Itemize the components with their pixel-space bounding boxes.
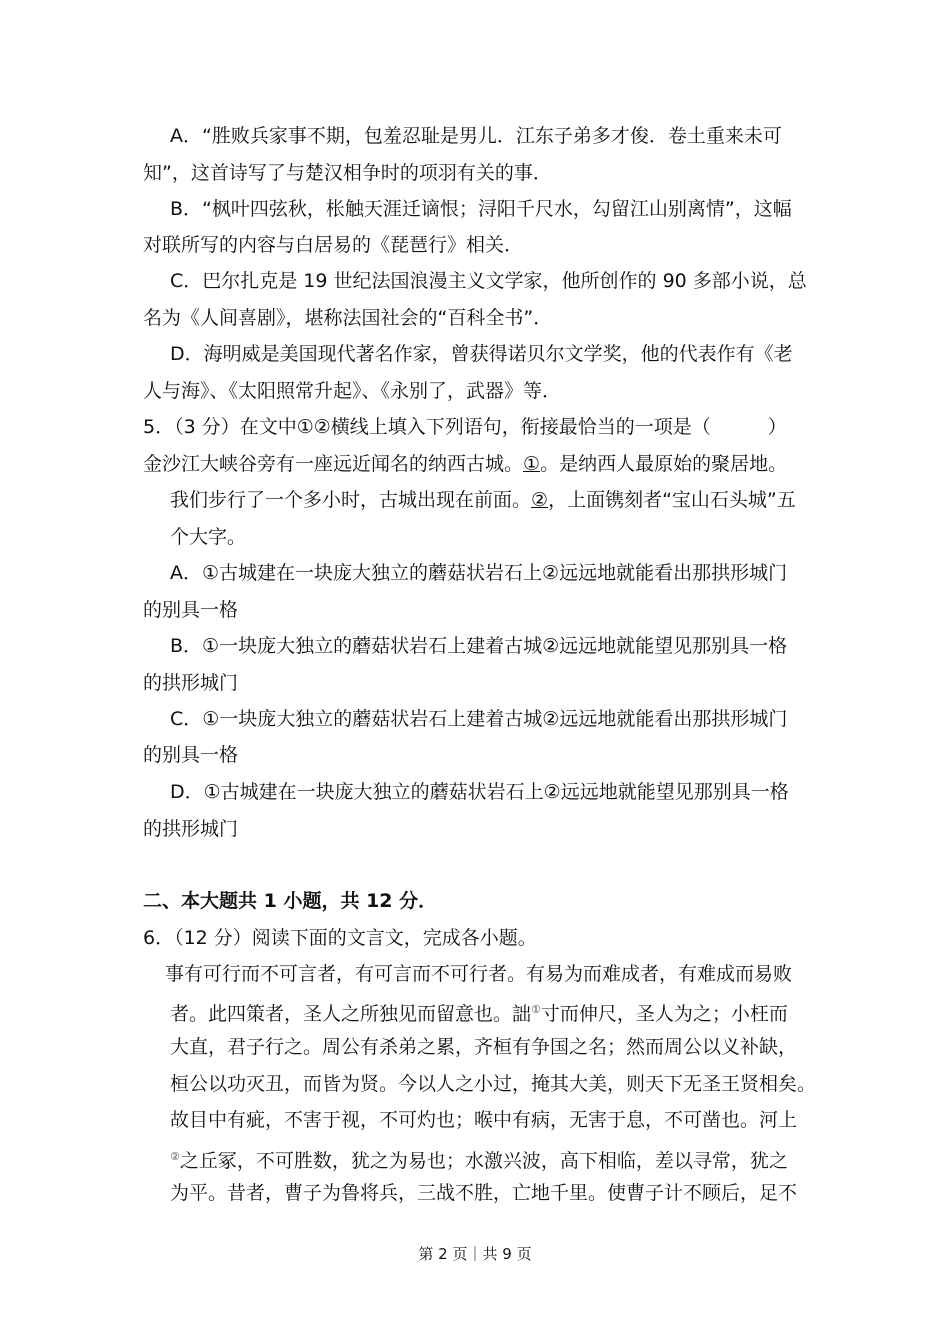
passage-line-2 [170, 997, 788, 1027]
q5-option-b-line2: 的拱形城门 [143, 672, 239, 694]
q4-option-c-line2: 名为《人间喜剧》，堪称法国社会的“百科全书”． [143, 307, 553, 329]
q5-option-d-line2: 的拱形城门 [143, 818, 239, 840]
passage-text: 者。此四策者，圣人之所独见而留意也。詘 [170, 1003, 532, 1025]
q4-option-d-line1: D．海明威是美国现代著名作家，曾获得诺贝尔文学奖，他的代表作有《老 [170, 343, 793, 365]
q4-option-a-line1: A．“胜败兵家事不期，包羞忍耻是男儿．江东子弟多才俊．卷土重来未可 [170, 125, 782, 147]
passage-line-6 [170, 1144, 788, 1174]
q5-option-c-line1: C．①一块庞大独立的蘑菇状岩石上建着古城②远远地就能看出那拱形城门 [170, 708, 788, 730]
q4-option-c-line1: C．巴尔扎克是 19 世纪法国浪漫主义文学家，他所创作的 90 多部小说，总 [170, 270, 807, 292]
q5-option-a-line2: 的别具一格 [143, 599, 239, 621]
q5-passage-text: ，上面镌刻者“宝山石头城”五 [548, 489, 796, 511]
q5-passage-line1 [143, 451, 787, 477]
passage-text: 之丘冢，不可胜数，犹之为易也；水激兴波，高下相临，差以寻常，犹之 [179, 1150, 788, 1172]
passage-line-5: 故目中有疵，不害于视，不可灼也；喉中有病，无害于息，不可凿也。河上 [170, 1109, 798, 1131]
page-footer: 第 2 页｜共 9 页 [418, 1245, 532, 1263]
q5-passage-text: 金沙江大峡谷旁有一座远近闻名的纳西古城。 [143, 453, 524, 475]
passage-line-7: 为平。昔者，曹子为鲁将兵，三战不胜，亡地千里。使曹子计不顾后，足不 [170, 1182, 798, 1204]
q6-stem: 6．（12 分）阅读下面的文言文，完成各小题。 [143, 927, 537, 949]
passage-line-4: 桓公以功灭丑，而皆为贤。今以人之小过，掩其大美，则天下无圣王贤相矣。 [170, 1073, 817, 1095]
q5-passage-text: 。是纳西人最原始的聚居地。 [540, 453, 788, 475]
passage-text: 寸而伸尺，圣人为之；小枉而 [540, 1003, 788, 1025]
q5-option-c-line2: 的别具一格 [143, 744, 239, 766]
blank-1: ① [523, 453, 541, 475]
blank-2: ② [531, 489, 549, 511]
q5-option-d-line1: D．①古城建在一块庞大独立的蘑菇状岩石上②远远地就能望见那别具一格 [170, 781, 789, 803]
q5-option-b-line1: B．①一块庞大独立的蘑菇状岩石上建着古城②远远地就能望见那别具一格 [170, 635, 788, 657]
q4-option-d-line2: 人与海》、《太阳照常升起》、《永别了，武器》等． [143, 380, 562, 402]
q4-option-a-line2: 知”，这首诗写了与楚汉相争时的项羽有关的事． [143, 162, 552, 184]
passage-line-3: 大直，君子行之。周公有杀弟之累，齐桓有争国之名；然而周公以义补缺， [170, 1036, 798, 1058]
q4-option-b-line1: B．“枫叶四弦秋，枨触天涯迁谪恨；浔阳千尺水，勾留江山别离情”，这幅 [170, 198, 792, 220]
q5-option-a-line1: A．①古城建在一块庞大独立的蘑菇状岩石上②远远地就能看出那拱形城门 [170, 562, 788, 584]
q5-passage-line2 [170, 487, 796, 513]
q5-passage-line3: 个大字。 [170, 526, 247, 548]
q5-passage-text: 我们步行了一个多小时，古城出现在前面。 [170, 489, 532, 511]
q5-stem: 5．（3 分）在文中①②横线上填入下列语句，衔接最恰当的一项是（ ） [143, 416, 787, 438]
q4-option-b-line2: 对联所写的内容与白居易的《琵琶行》相关． [143, 234, 524, 256]
footnote-marker-2: ② [170, 1150, 180, 1163]
footnote-marker-1: ① [531, 1003, 541, 1016]
section-heading: 二、本大题共 1 小题，共 12 分． [143, 890, 438, 912]
passage-line-1: 事有可行而不可言者，有可言而不可行者。有易为而难成者，有难成而易败 [165, 963, 793, 985]
